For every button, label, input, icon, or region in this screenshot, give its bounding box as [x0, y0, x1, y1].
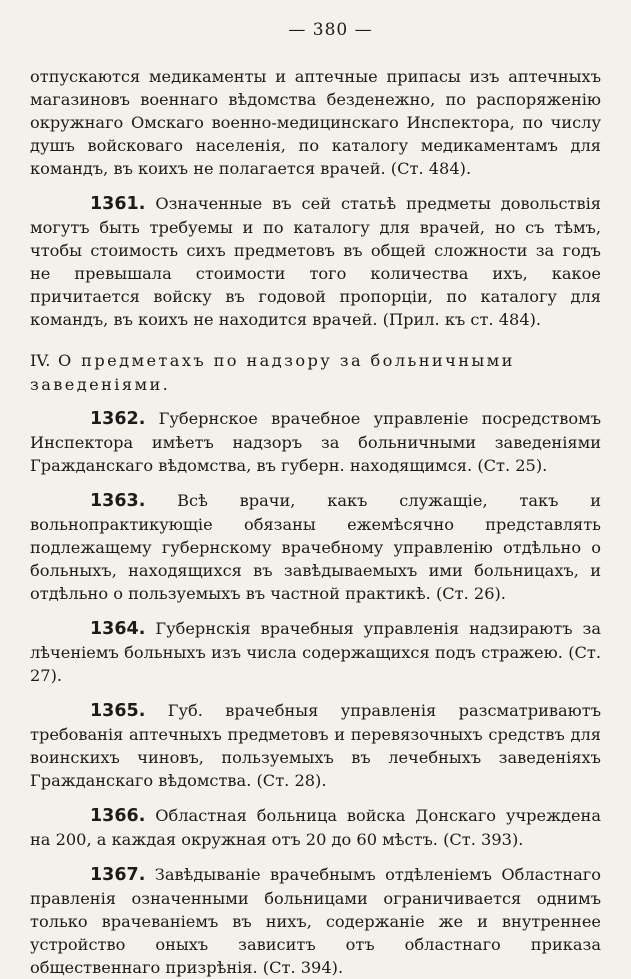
article-1364 [30, 617, 601, 687]
article-text: Всѣ врачи, какъ служащіе, такъ и вольнопрактикующіе обязаны ежемѣсячно представлять подлежащему губернскому врачебному управленію отдѣльно о больныхъ, находящихся въ завѣдываемыхъ ими больницахъ, и отдѣльно о пользуемыхъ въ частной практикѣ. (Ст. 26). [30, 491, 601, 603]
article-text: Губернское врачебное управленіе посредствомъ Инспектора имѣетъ надзоръ за больничными заведеніями Гражданскаго вѣдомства, въ губерн. находящимся. (Ст. 25). [30, 409, 601, 475]
intro-paragraph: отпускаются медикаменты и аптечные припасы изъ аптечныхъ магазиновъ военнаго вѣдомства безденежно, по распоряженію окружнаго Омскаго военно-медицинскаго Инспектора, по числу душъ войсковаго населенія, по каталогу медикаментамъ для командъ, въ коихъ не полагается врачей. (Ст. 484). [30, 67, 601, 178]
article-1365 [30, 699, 601, 792]
article-text: Губ. врачебныя управленія разсматриваютъ требованія аптечныхъ предметовъ и перевязочныхъ средствъ для воинскихъ чиновъ, пользуемыхъ въ лечебныхъ заведеніяхъ Гражданскаго вѣдомства. (Ст. 28). [30, 701, 601, 790]
article-1363 [30, 489, 601, 605]
section-roman-numeral: IV. [30, 351, 51, 370]
section-heading [30, 349, 601, 397]
article-number: 1365. [90, 701, 146, 721]
article-text: Губернскія врачебныя управленія надзираютъ за лѣченіемъ больныхъ изъ числа содержащихся подъ стражею. (Ст. 27). [30, 619, 601, 685]
article-1367 [30, 863, 601, 979]
article-number: 1367. [90, 865, 146, 885]
article-1361 [30, 192, 601, 331]
article-number: 1363. [90, 491, 146, 511]
article-1366 [30, 804, 601, 851]
article-number: 1366. [90, 806, 146, 826]
article-text: Означенные въ сей статьѣ предметы довольствія могутъ быть требуемы и по каталогу для врачей, но съ тѣмъ, чтобы стоимость сихъ предметовъ въ общей сложности за годъ не превышала стоимости того количества ихъ, какое причитается войску въ годовой пропорціи, по каталогу для командъ, въ коихъ не находится врачей. (Прил. къ ст. 484). [30, 194, 601, 329]
section-title: О предметахъ по надзору за больничными заведеніями. [30, 351, 515, 394]
article-number: 1361. [90, 194, 146, 214]
article-text: Завѣдываніе врачебнымъ отдѣленіемъ Областнаго правленія означенными больницами ограничивается однимъ только врачеваніемъ въ нихъ, содержаніе же и внутреннее устройство оныхъ зависитъ отъ областнаго приказа общественнаго призрѣнія. (Ст. 394). [30, 865, 601, 977]
article-1362 [30, 407, 601, 477]
article-number: 1364. [90, 619, 146, 639]
article-text: Областная больница войска Донскаго учреждена на 200, а каждая окружная отъ 20 до 60 мѣстъ. (Ст. 393). [30, 806, 601, 849]
page-number: — 380 — [288, 20, 373, 40]
article-number: 1362. [90, 409, 146, 429]
